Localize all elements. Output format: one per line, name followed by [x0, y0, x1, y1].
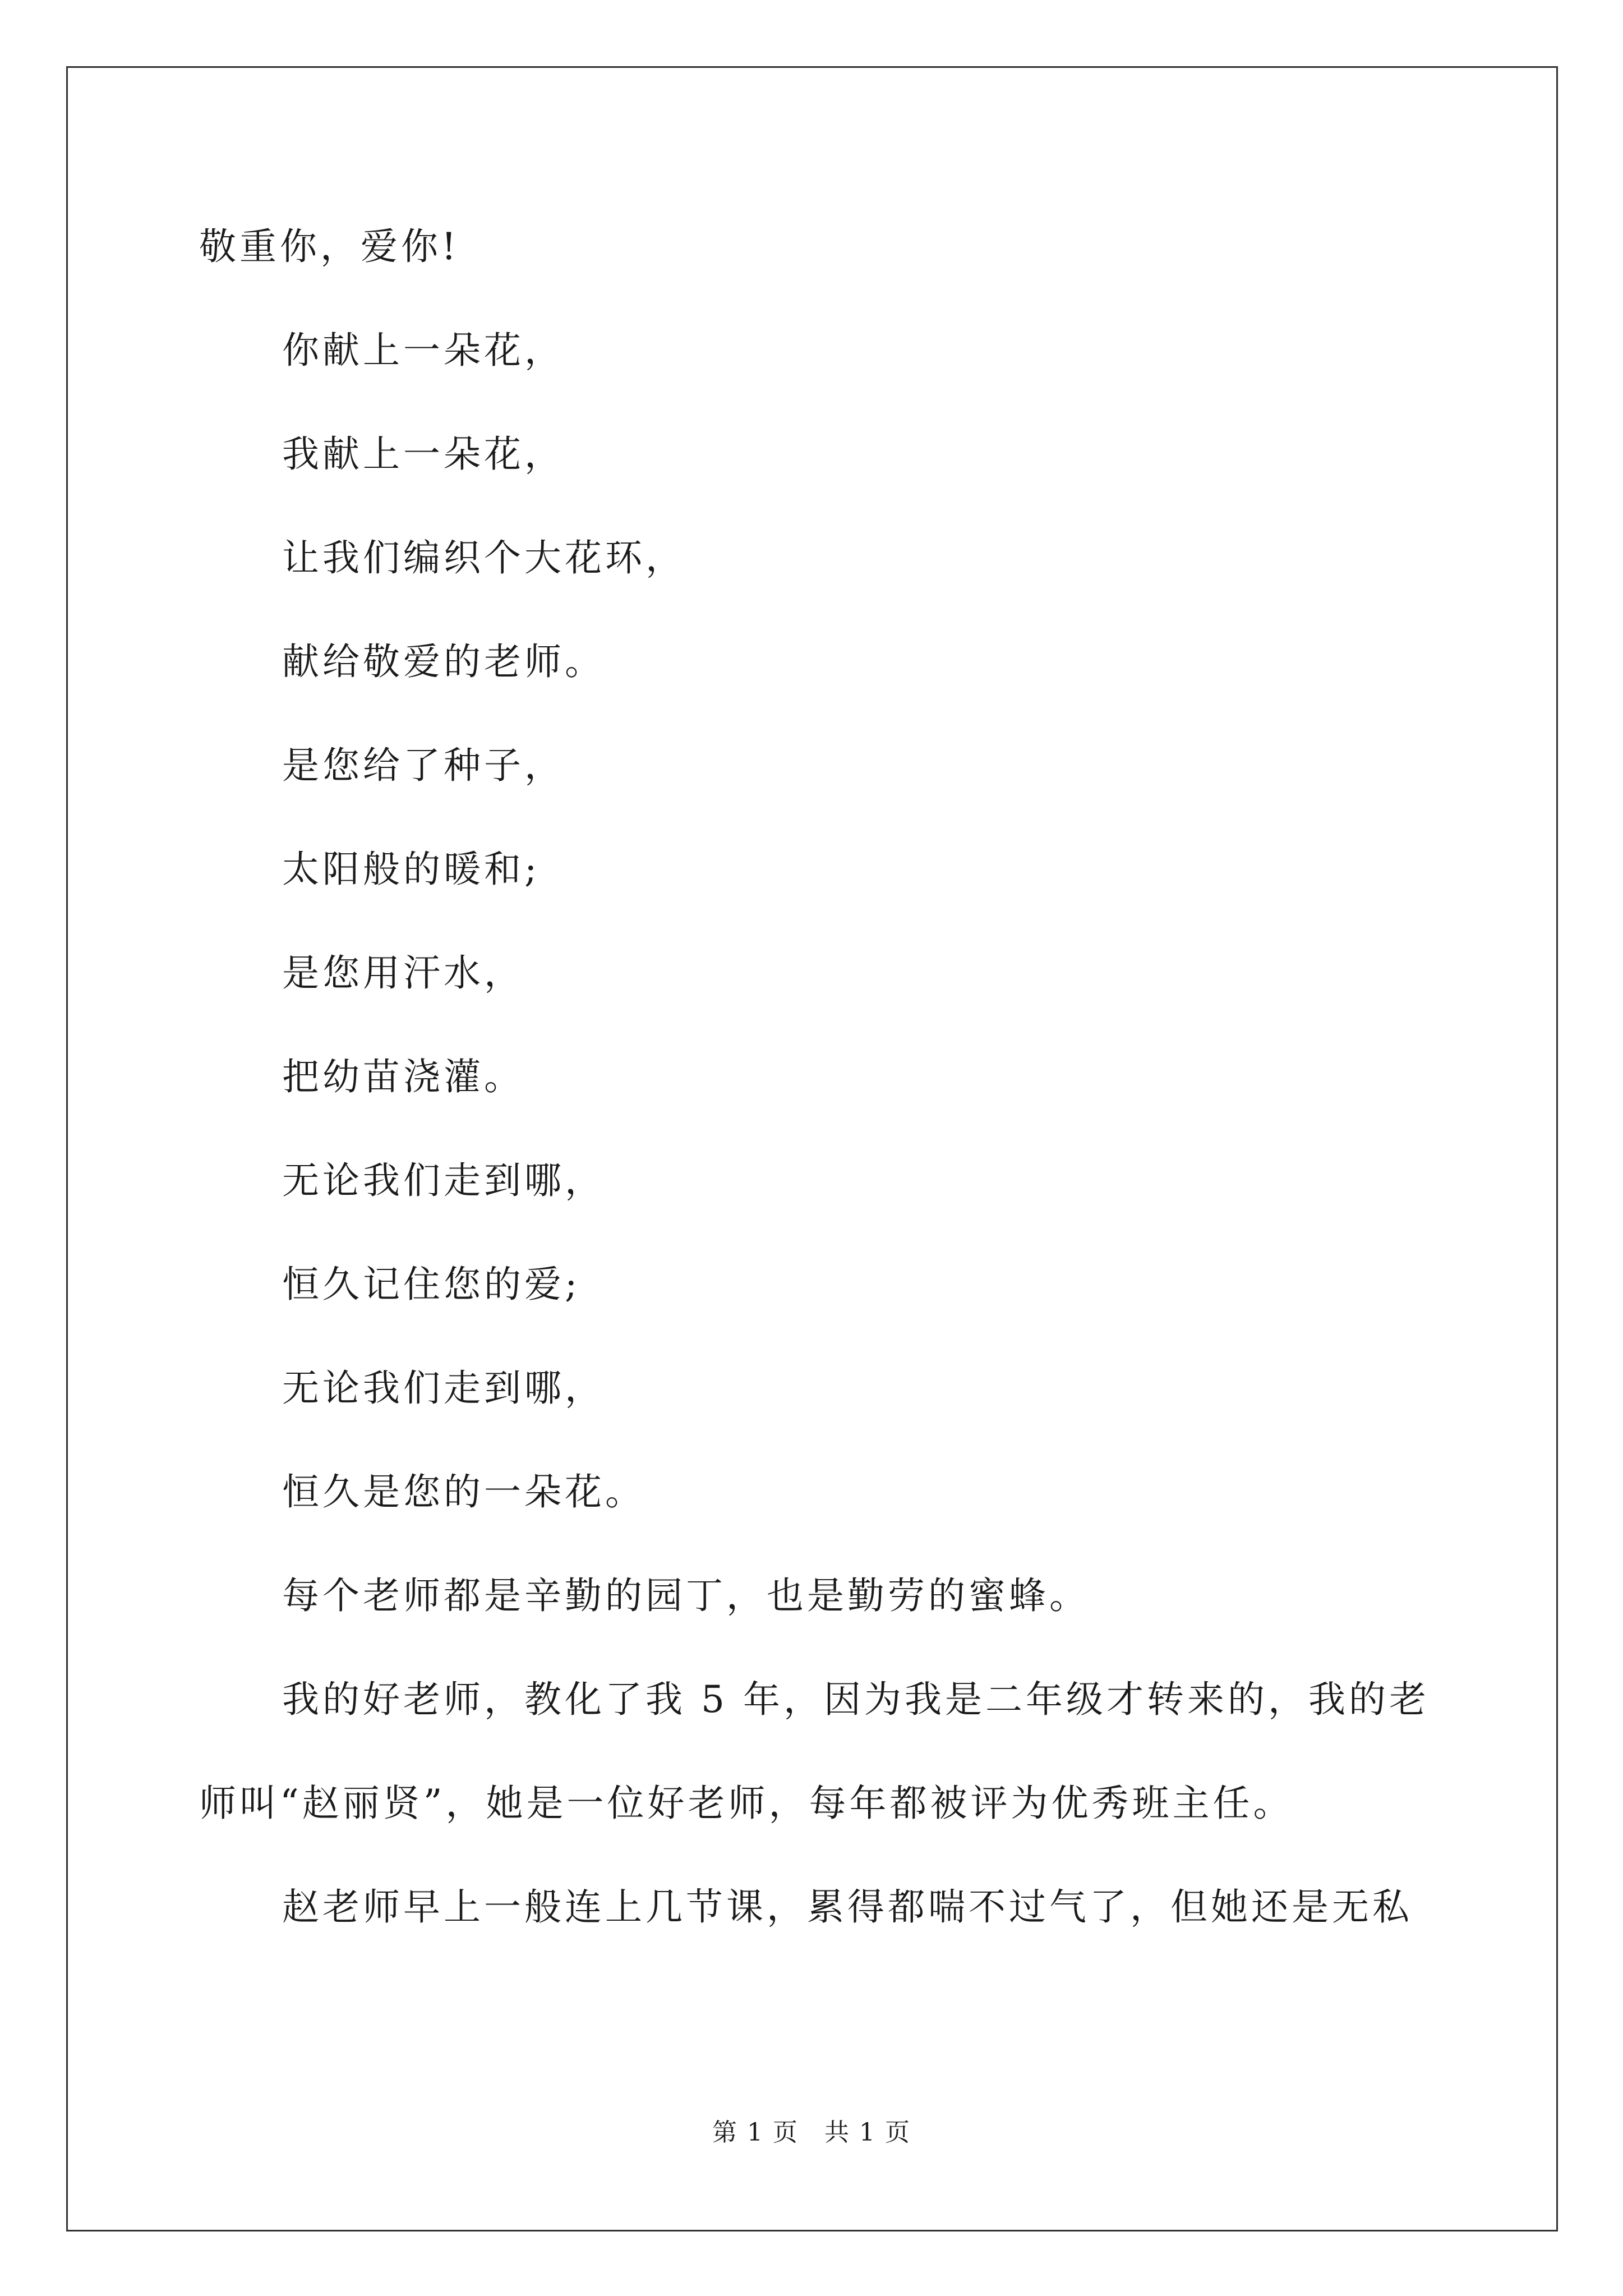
text-line: 是您给了种子，	[282, 744, 565, 787]
text-line: 我献上一朵花，	[282, 432, 565, 476]
text-line: 无论我们走到哪，	[282, 1159, 605, 1202]
text-line: 是您用汗水，	[282, 951, 524, 995]
text-line: 敬重你，爱你!	[199, 225, 460, 268]
page-footer: 第 1 页 共 1 页	[712, 2118, 911, 2147]
text-line: 把幼苗浇灌。	[282, 1055, 524, 1098]
text-line: 赵老师早上一般连上几节课，累得都喘不过气了，但她还是无私	[282, 1885, 1413, 1929]
text-line: 每个老师都是辛勤的园丁，也是勤劳的蜜蜂。	[282, 1574, 1090, 1617]
text-line: 让我们编织个大花环，	[282, 536, 686, 579]
text-line: 恒久记住您的爱;	[282, 1263, 581, 1306]
text-line: 太阳般的暖和;	[282, 848, 541, 891]
text-line: 我的好老师，教化了我 5 年，因为我是二年级才转来的，我的老	[282, 1678, 1430, 1721]
text-line: 无论我们走到哪，	[282, 1366, 605, 1410]
text-line: 献给敬爱的老师。	[282, 640, 605, 683]
text-line: 恒久是您的一朵花。	[282, 1470, 645, 1513]
text-line: 师叫“赵丽贤”，她是一位好老师，每年都被评为优秀班主任。	[199, 1782, 1294, 1825]
text-line: 你献上一朵花，	[282, 329, 565, 372]
